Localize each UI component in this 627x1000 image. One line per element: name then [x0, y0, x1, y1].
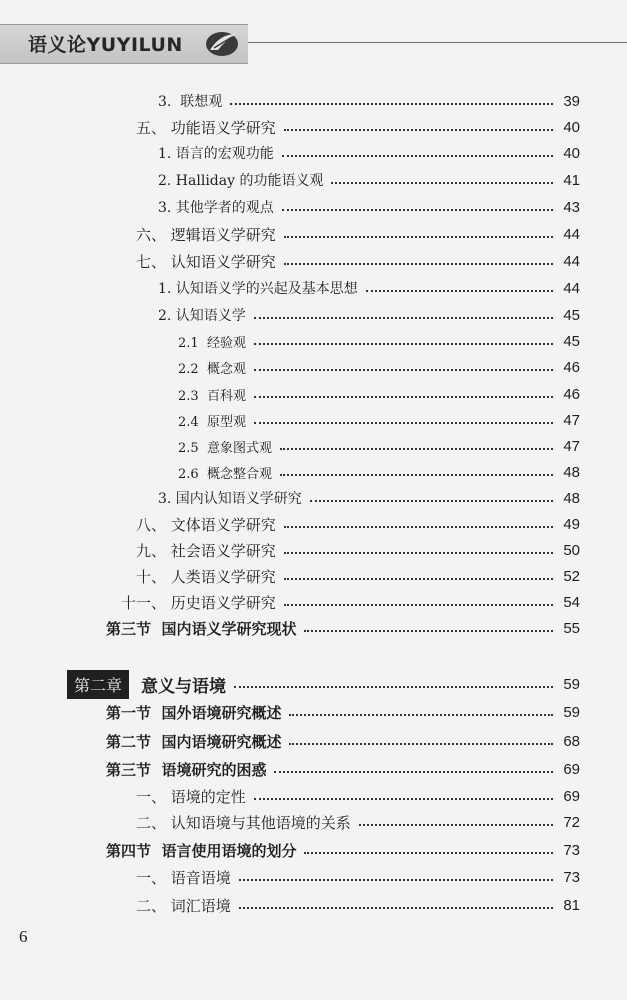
toc-page-number: 69: [563, 787, 580, 805]
toc-page-number: 44: [563, 252, 580, 270]
toc-entry-title: 第四节 语言使用语境的划分: [106, 841, 297, 860]
toc-entry: [158, 88, 580, 114]
toc-entry-title: 3. 国内认知语义学研究: [158, 491, 302, 507]
toc-page-number: 52: [563, 567, 580, 585]
toc-page-number: 40: [563, 144, 580, 162]
dot-leader: [284, 578, 554, 580]
dot-leader: [274, 771, 553, 773]
toc-entry-title: 2.3 百科观: [178, 388, 246, 404]
toc-page-number: 73: [563, 868, 580, 886]
toc-entry-title: 一、 语音语境: [136, 868, 231, 887]
toc-page-number: 59: [563, 675, 580, 693]
toc-entry-title: 2.6 概念整合观: [178, 466, 272, 482]
toc-entry-title: 2.4 原型观: [178, 414, 246, 430]
toc-page-number: 41: [563, 171, 580, 189]
toc-entry-title: 第二节 国内语境研究概述: [106, 732, 282, 751]
dot-leader: [254, 343, 553, 345]
toc-entry: [158, 194, 580, 220]
toc-entry: [178, 354, 580, 380]
toc-entry-title: 十一、 历史语义学研究: [121, 593, 276, 612]
toc-entry-title: 二、 认知语境与其他语境的关系: [136, 813, 351, 832]
toc-entry: [106, 837, 580, 863]
toc-page-number: 49: [563, 515, 580, 533]
toc-entry: [158, 140, 580, 166]
dot-leader: [239, 879, 554, 881]
toc-entry-title: 1. 认知语义学的兴起及基本思想: [158, 281, 358, 297]
dot-leader: [284, 263, 554, 265]
toc-page-number: 48: [563, 463, 580, 481]
toc-entry: [158, 485, 580, 511]
toc-entry: [136, 114, 580, 140]
toc-entry-title: 2. 认知语义学: [158, 308, 246, 324]
dot-leader: [304, 630, 553, 632]
toc-page-number: 47: [563, 437, 580, 455]
dot-leader: [280, 448, 553, 450]
toc-entry-title: 十、 人类语义学研究: [136, 567, 276, 586]
toc-page-number: 73: [563, 841, 580, 859]
dot-leader: [310, 500, 554, 502]
toc-entry: [136, 221, 580, 247]
dot-leader: [254, 798, 554, 800]
toc-entry-title: 二、 词汇语境: [136, 896, 231, 915]
toc-entry: [106, 699, 580, 725]
toc-page-number: 48: [563, 489, 580, 507]
toc-entry-title: 意义与语境: [141, 676, 227, 697]
toc-page-number: 54: [563, 593, 580, 611]
toc-entry: [178, 433, 580, 459]
toc-entry: [136, 511, 580, 537]
page-number: 6: [19, 927, 28, 946]
toc-entry: [121, 589, 580, 615]
toc-entry: [106, 728, 580, 754]
toc-entry: [136, 563, 580, 589]
toc-entry: [136, 809, 580, 835]
toc-entry: [158, 302, 580, 328]
toc-entry-title: 第一节 国外语境研究概述: [106, 703, 282, 722]
dot-leader: [254, 369, 553, 371]
toc-page-number: 45: [563, 332, 580, 350]
toc-page-number: 69: [563, 760, 580, 778]
toc-entry-title: 第三节 语境研究的困惑: [106, 760, 267, 779]
toc-page-number: 50: [563, 541, 580, 559]
chapter-number: 第二章: [67, 670, 129, 699]
toc-page-number: 72: [563, 813, 580, 831]
toc-page-number: 46: [563, 358, 580, 376]
toc-page-number: 44: [563, 279, 580, 297]
dot-leader: [284, 526, 554, 528]
toc-page-number: 46: [563, 385, 580, 403]
header-rule: [248, 42, 627, 43]
toc-entry-title: 3. 联想观: [158, 94, 223, 110]
dot-leader: [284, 604, 554, 606]
toc-entry-title: 六、 逻辑语义学研究: [136, 225, 276, 244]
dot-leader: [234, 686, 553, 688]
dot-leader: [254, 317, 554, 319]
dot-leader: [331, 182, 553, 184]
toc-entry-title: 第三节 国内语义学研究现状: [106, 619, 297, 638]
dot-leader: [230, 103, 553, 105]
dot-leader: [304, 852, 553, 854]
toc-entry-title: 九、 社会语义学研究: [136, 541, 276, 560]
toc-entry: [178, 407, 580, 433]
toc-entry-title: 八、 文体语义学研究: [136, 515, 276, 534]
toc-entry: [178, 381, 580, 407]
toc-entry-title: 3. 其他学者的观点: [158, 200, 274, 216]
toc-entry: [158, 167, 580, 193]
dot-leader: [254, 422, 553, 424]
toc-entry-title: 2.1 经验观: [178, 335, 246, 351]
toc-entry: [136, 783, 580, 809]
toc-entry: [158, 275, 580, 301]
toc-page-number: 45: [563, 306, 580, 324]
toc-entry-title: 一、 语境的定性: [136, 787, 246, 806]
toc-page-number: 81: [563, 896, 580, 914]
toc-entry-title: 2.2 概念观: [178, 361, 246, 377]
toc-entry-title: 五、 功能语义学研究: [136, 118, 276, 137]
toc-page-number: 43: [563, 198, 580, 216]
toc-entry: [136, 537, 580, 563]
chapter-entry: [67, 671, 580, 697]
dot-leader: [280, 474, 553, 476]
toc-entry: [178, 459, 580, 485]
dot-leader: [289, 743, 553, 745]
dot-leader: [284, 236, 554, 238]
dot-leader: [289, 714, 553, 716]
toc-page-number: 44: [563, 225, 580, 243]
dot-leader: [359, 824, 554, 826]
dot-leader: [239, 907, 554, 909]
toc-page-number: 47: [563, 411, 580, 429]
toc-entry: [136, 864, 580, 890]
header-title: 语义论YUYILUN: [28, 34, 183, 56]
quill-logo-icon: [204, 28, 240, 60]
dot-leader: [254, 396, 553, 398]
toc-entry-title: 2.5 意象图式观: [178, 440, 272, 456]
dot-leader: [282, 209, 554, 211]
toc-entry: [106, 615, 580, 641]
toc-entry: [178, 328, 580, 354]
toc-entry: [136, 248, 580, 274]
dot-leader: [282, 155, 554, 157]
toc-entry: [136, 892, 580, 918]
toc-entry-title: 2. Halliday 的功能语义观: [158, 173, 324, 189]
dot-leader: [366, 290, 554, 292]
toc-page-number: 59: [563, 703, 580, 721]
dot-leader: [284, 552, 554, 554]
toc-page-number: 40: [563, 118, 580, 136]
toc-entry-title: 七、 认知语义学研究: [136, 252, 276, 271]
running-header: [0, 24, 248, 64]
toc-entry-title: 1. 语言的宏观功能: [158, 146, 274, 162]
toc-entry: [106, 756, 580, 782]
toc-page-number: 68: [563, 732, 580, 750]
toc-page-number: 55: [563, 619, 580, 637]
dot-leader: [284, 129, 554, 131]
toc-page-number: 39: [563, 92, 580, 110]
